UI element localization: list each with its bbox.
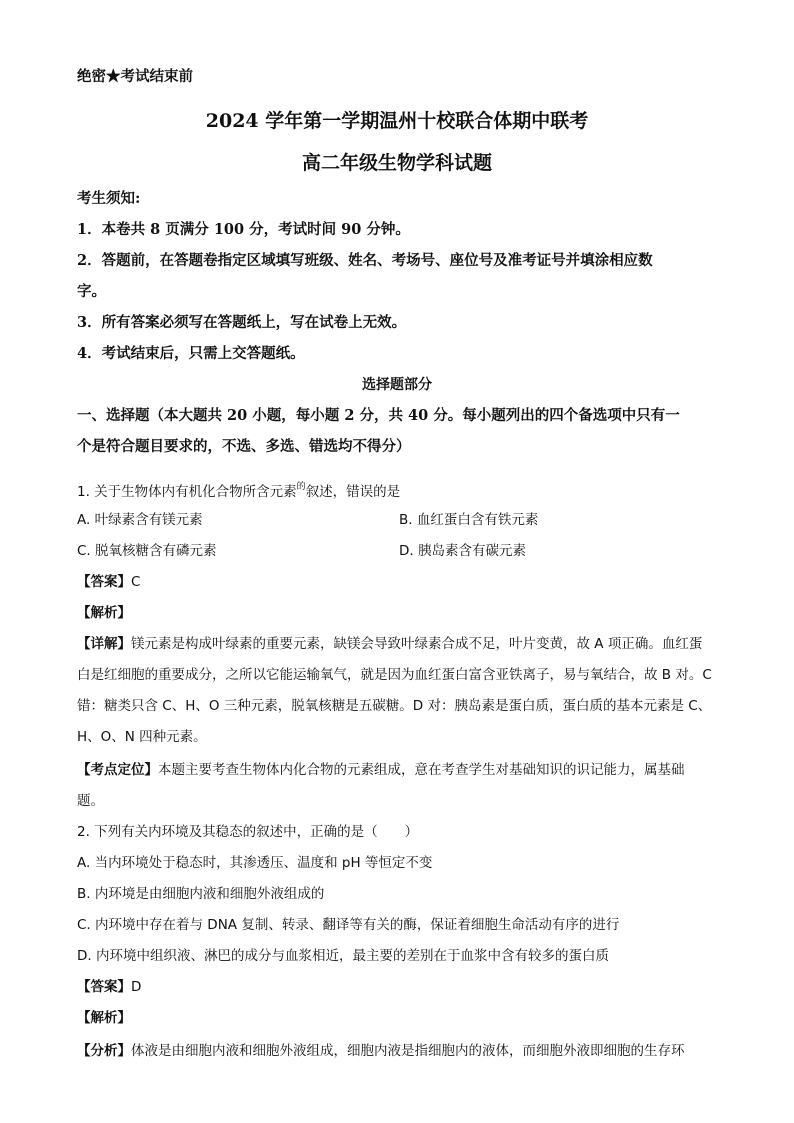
notice-item: 2．答题前，在答题卷指定区域填写班级、姓名、考场号、座位号及准考证号并填涂相应数 <box>77 252 653 269</box>
q1-option-b: B. 血红蛋白含有铁元素 <box>399 512 539 528</box>
confidential-mark: 绝密★考试结束前 <box>77 68 193 85</box>
exam-title: 2024 学年第一学期温州十校联合体期中联考 <box>205 110 589 132</box>
exam-subtitle: 高二年级生物学科试题 <box>301 152 492 174</box>
q2-answer: 【答案】D <box>77 979 142 995</box>
q1-detail: 白是红细胞的重要成分，之所以它能运输氧气，就是因为血红蛋白富含亚铁离子，易与氧结合，故 B 对。C <box>77 667 712 683</box>
q1-option-c: C. 脱氧核糖含有磷元素 <box>77 543 217 559</box>
section-instruction: 个是符合题目要求的，不选、多选、错选均不得分） <box>77 438 411 455</box>
q1-detail: 【详解】镁元素是构成叶绿素的重要元素，缺镁会导致叶绿素合成不足，叶片变黄，故 A 项正确。血红蛋 <box>77 636 703 652</box>
q2-analysis-label: 【解析】 <box>77 1010 131 1026</box>
q2-option-d: D. 内环境中组织液、淋巴的成分与血浆相近，最主要的差别在于血浆中含有较多的蛋白质 <box>77 948 609 964</box>
q1-detail: 错：糖类只含 C、H、O 三种元素，脱氧核糖是五碳糖。D 对：胰岛素是蛋白质，蛋白质的基本元素是 C、 <box>77 698 712 714</box>
q1-option-d: D. 胰岛素含有碳元素 <box>399 543 526 559</box>
q1-knowledge-point: 题。 <box>77 793 104 809</box>
notice-item: 3．所有答案必须写在答题纸上，写在试卷上无效。 <box>77 314 407 331</box>
q1-answer: 【答案】C <box>77 574 141 590</box>
q2-option-a: A. 当内环境处于稳态时，其渗透压、温度和 pH 等恒定不变 <box>77 855 433 871</box>
question-2-stem: 2. 下列有关内环境及其稳态的叙述中，正确的是（ ） <box>77 824 419 840</box>
section-instruction: 一、选择题（本大题共 20 小题，每小题 2 分，共 40 分。每小题列出的四个备选项中只有一 <box>77 407 680 424</box>
q2-option-c: C. 内环境中存在着与 DNA 复制、转录、翻译等有关的酶，保证着细胞生命活动有序的进行 <box>77 917 620 933</box>
section-title: 选择题部分 <box>362 377 432 393</box>
q1-detail: H、O、N 四种元素。 <box>77 729 207 745</box>
notice-item: 4．考试结束后，只需上交答题纸。 <box>77 345 305 362</box>
q2-analysis: 【分析】体液是由细胞内液和细胞外液组成，细胞内液是指细胞内的液体，而细胞外液即细胞的生存环 <box>77 1043 685 1059</box>
q2-option-b: B. 内环境是由细胞内液和细胞外液组成的 <box>77 886 325 902</box>
notice-item: 1．本卷共 8 页满分 100 分，考试时间 90 分钟。 <box>77 221 410 238</box>
q1-option-a: A. 叶绿素含有镁元素 <box>77 512 203 528</box>
question-1-stem: 1. 关于生物体内有机化合物所含元素$^的$叙述，错误的是 <box>77 482 401 500</box>
q1-knowledge-point: 【考点定位】本题主要考查生物体内化合物的元素组成，意在考查学生对基础知识的识记能力，属基础 <box>77 762 685 778</box>
notice-item: 字。 <box>77 283 106 300</box>
q1-analysis-label: 【解析】 <box>77 605 131 621</box>
notice-heading: 考生须知: <box>77 190 141 207</box>
